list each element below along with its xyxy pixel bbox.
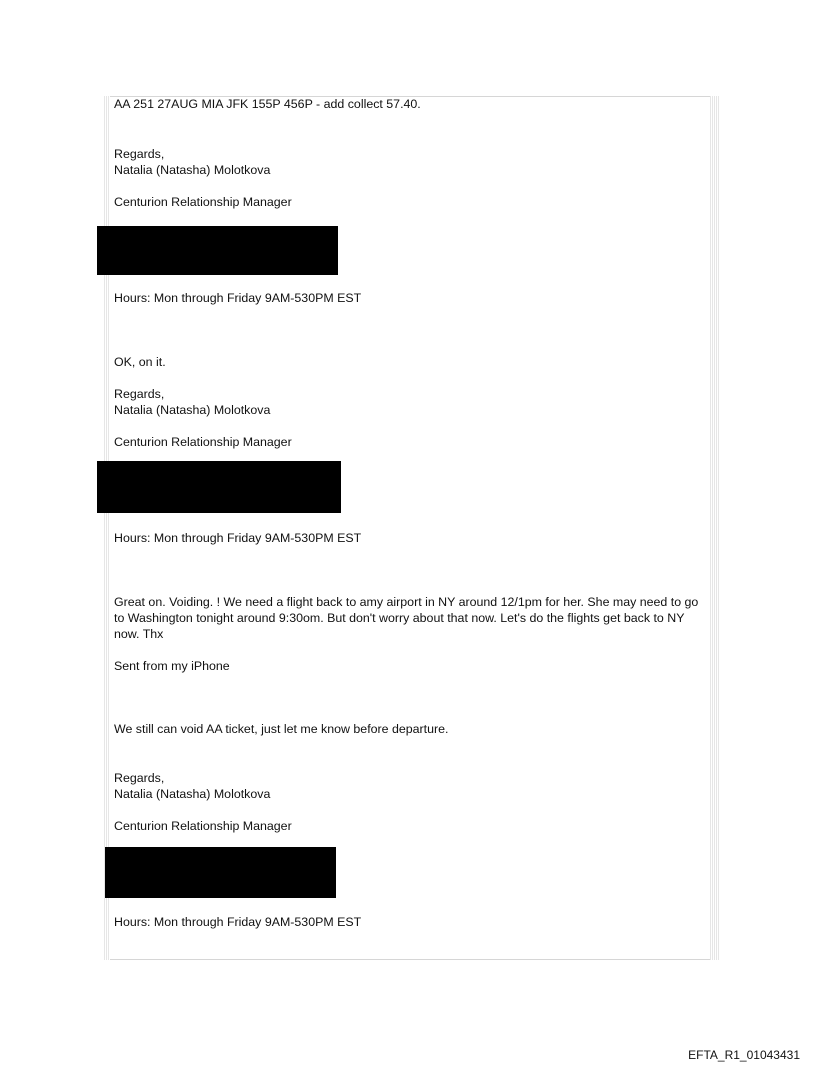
document-id: EFTA_R1_01043431: [688, 1048, 800, 1062]
signature-2-hours: Hours: Mon through Friday 9AM-530PM EST: [114, 531, 362, 545]
frame-right-rule: [710, 96, 720, 960]
signature-2-name: Natalia (Natasha) Molotkova: [114, 403, 271, 417]
redaction-block-1: [97, 226, 338, 275]
message-great: Great on. Voiding. ! We need a flight back to amy airport in NY around 12/1pm for her. She may need to go to Washington tonight around 9:30om. But don't worry about that now. Let's do the flights get back to NY now. Thx: [114, 595, 699, 641]
signature-1-regards: Regards,: [114, 147, 165, 161]
signature-2-title: Centurion Relationship Manager: [114, 435, 292, 449]
signature-3-name: Natalia (Natasha) Molotkova: [114, 787, 271, 801]
signature-2-regards: Regards,: [114, 387, 165, 401]
signature-3-hours: Hours: Mon through Friday 9AM-530PM EST: [114, 915, 362, 929]
sent-from-iphone: Sent from my iPhone: [114, 659, 230, 673]
message-ok: OK, on it.: [114, 355, 166, 369]
signature-3-regards: Regards,: [114, 771, 165, 785]
signature-1-name: Natalia (Natasha) Molotkova: [114, 163, 271, 177]
message-void: We still can void AA ticket, just let me know before departure.: [114, 722, 449, 736]
signature-1-hours: Hours: Mon through Friday 9AM-530PM EST: [114, 291, 362, 305]
redaction-block-2: [97, 461, 341, 513]
signature-3-title: Centurion Relationship Manager: [114, 819, 292, 833]
flight-line: AA 251 27AUG MIA JFK 155P 456P - add collect 57.40.: [114, 97, 421, 111]
redaction-block-3: [105, 847, 336, 898]
signature-1-title: Centurion Relationship Manager: [114, 195, 292, 209]
